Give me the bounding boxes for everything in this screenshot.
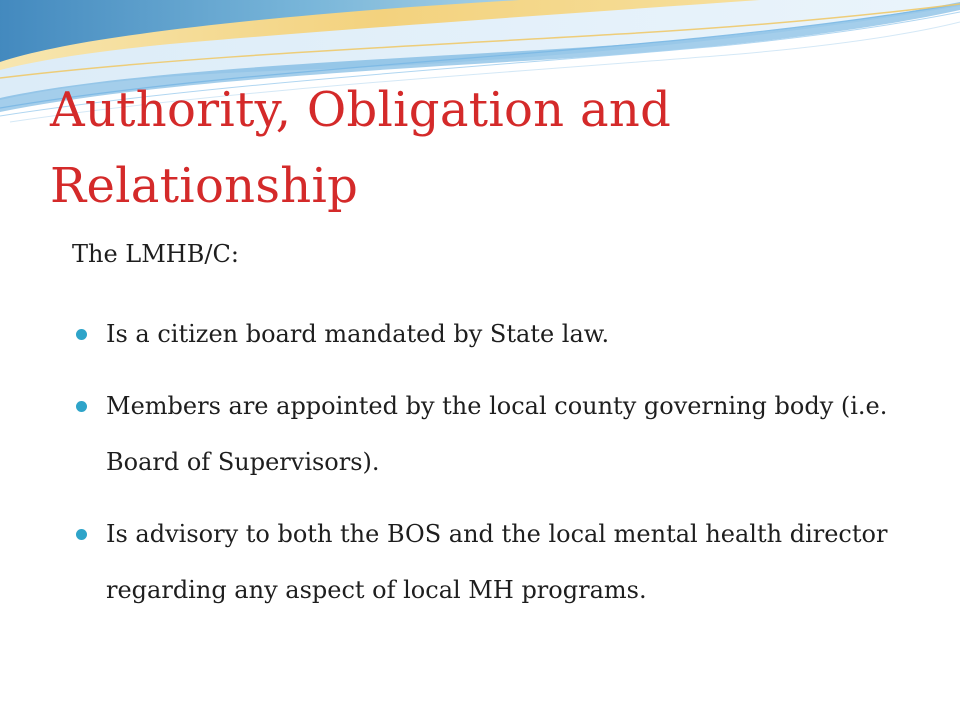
bullet-text: Members are appointed by the local county governing body (i.e. Board of Supervisors). — [106, 392, 888, 476]
bullet-list — [72, 306, 912, 634]
intro-text: The LMHB/C: — [72, 240, 239, 268]
bullet-item — [72, 378, 912, 490]
bullet-text: Is advisory to both the BOS and the local mental health director regarding any aspect of local MH programs. — [106, 520, 888, 604]
bullet-item — [72, 506, 912, 618]
bullet-item — [72, 306, 912, 362]
bullet-text: Is a citizen board mandated by State law. — [106, 320, 610, 348]
slide-title: Authority, Obligation and Relationship — [50, 82, 672, 214]
